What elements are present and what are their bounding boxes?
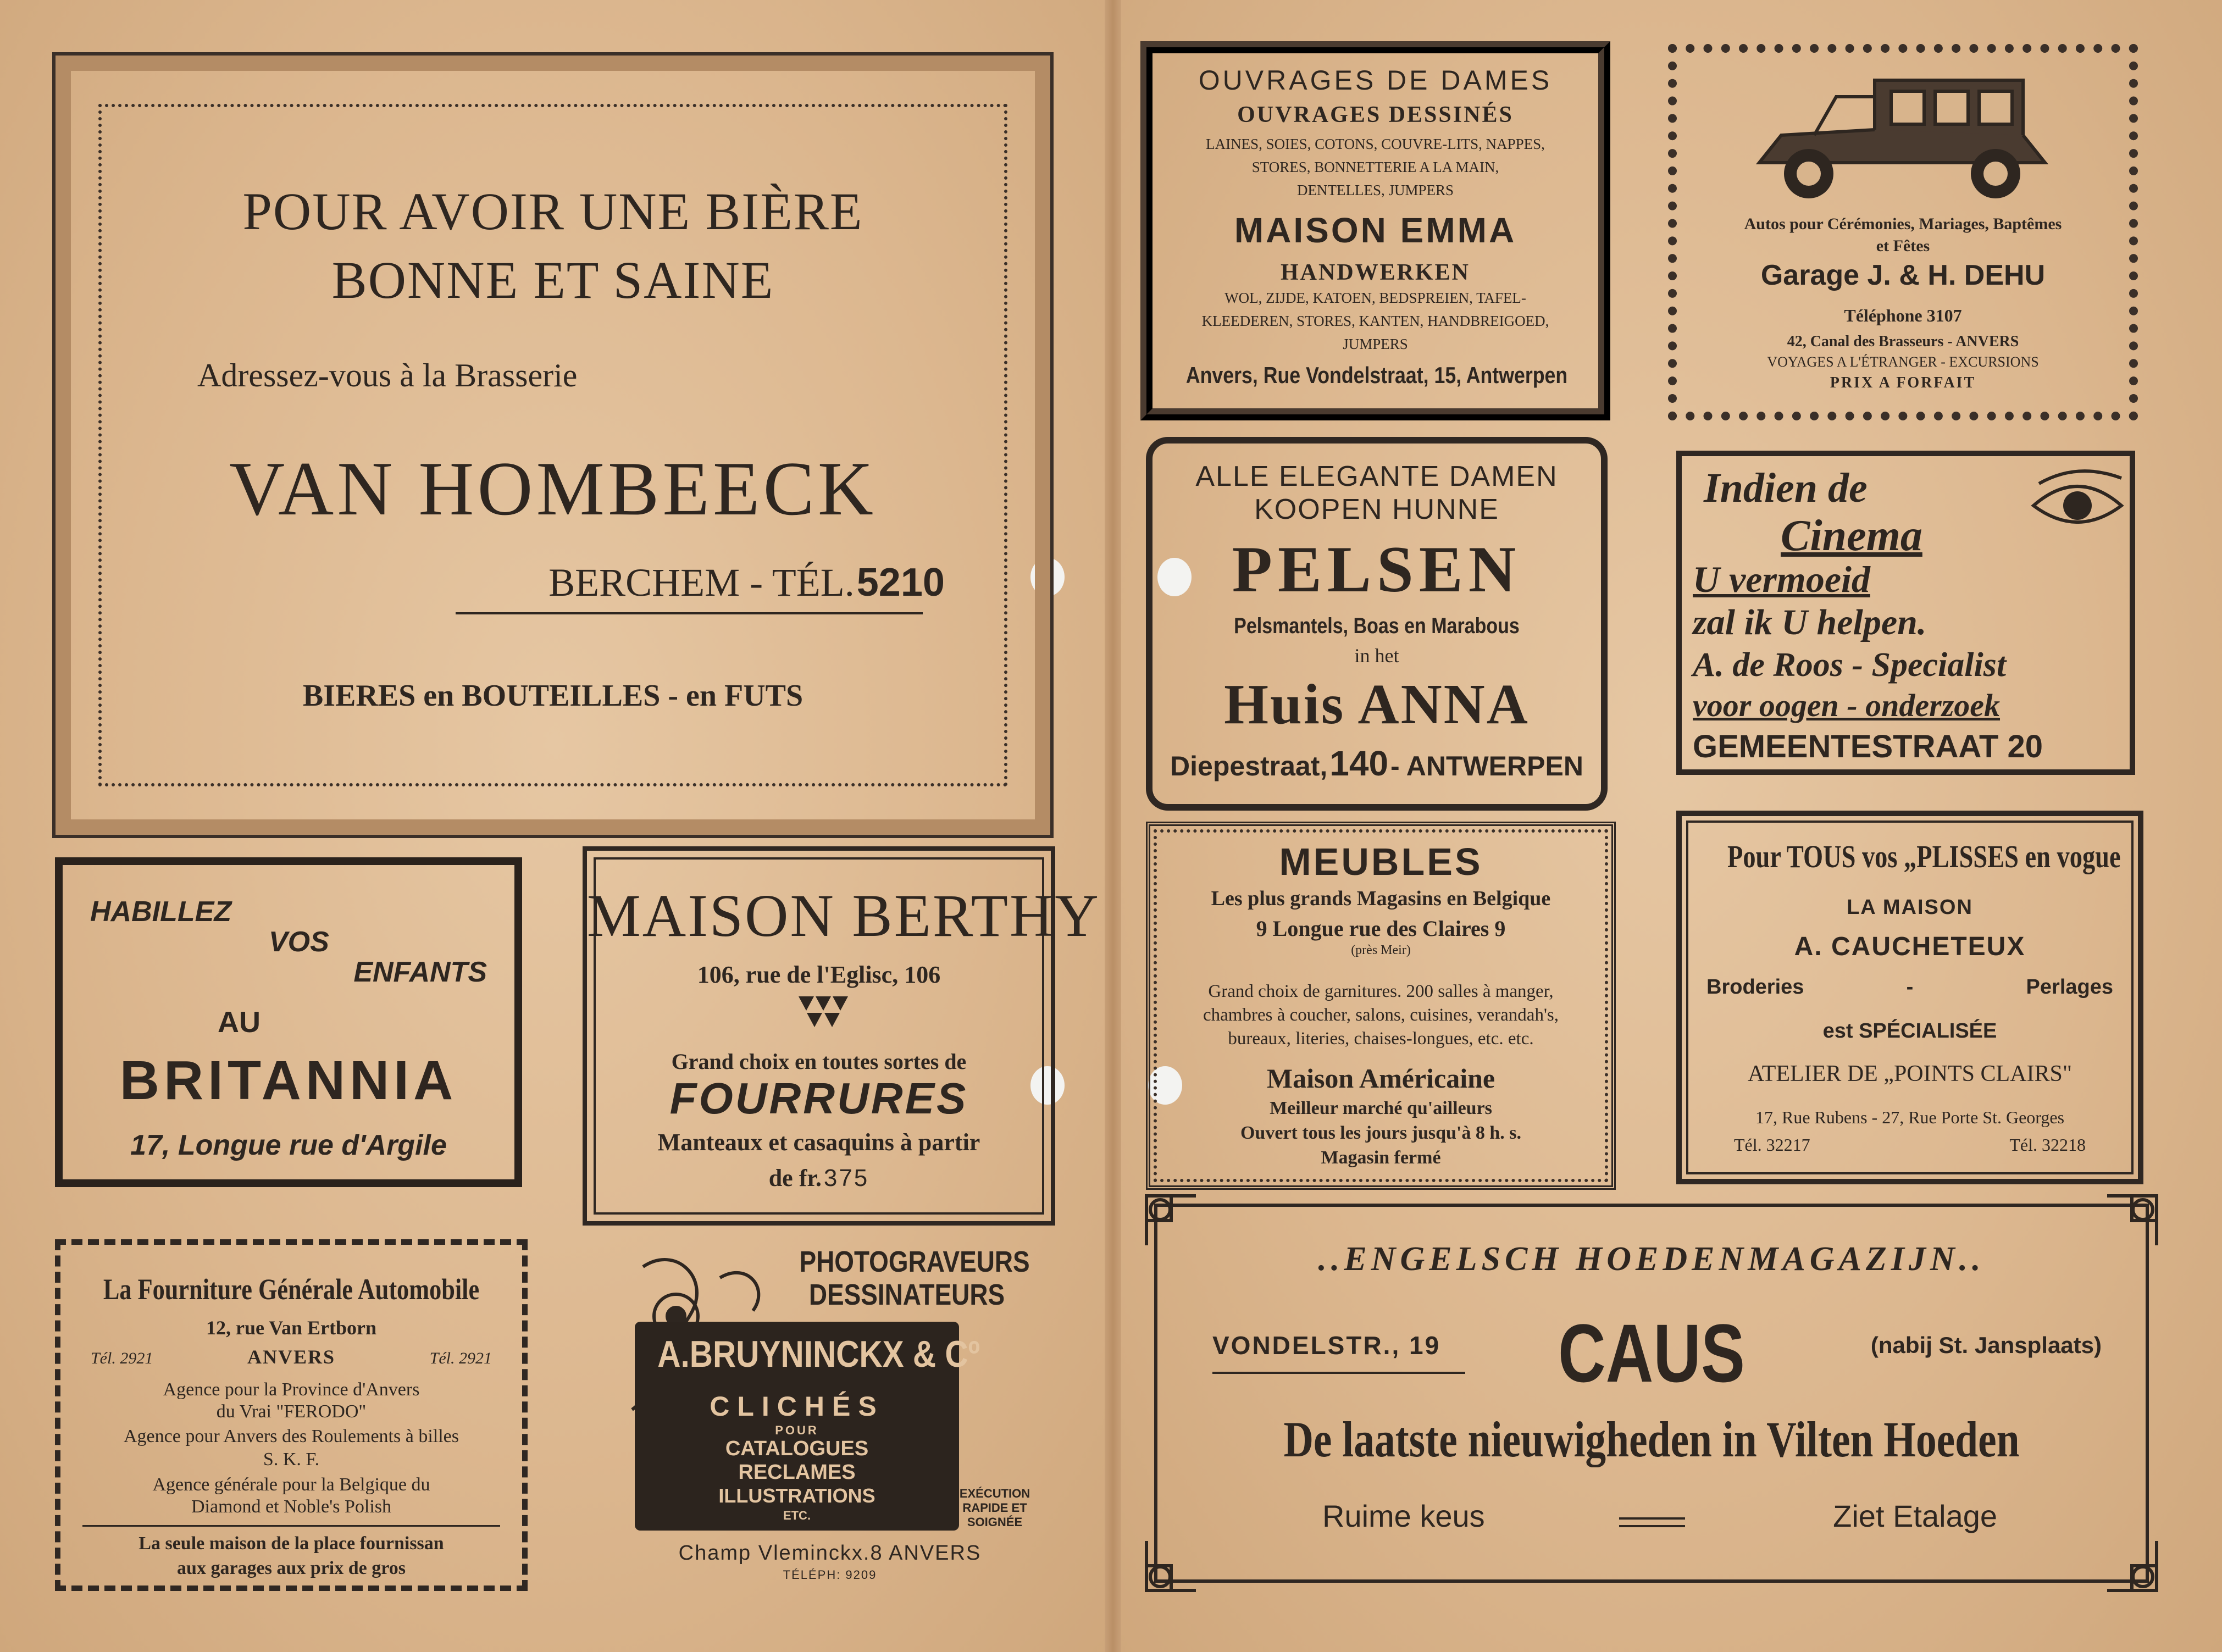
line-1: Les plus grands Magasins en Belgique — [1211, 887, 1551, 910]
street-name: Diepestraat, — [1170, 751, 1328, 781]
price-label: de fr. — [768, 1165, 822, 1191]
wide-choice: Ruime keus — [1322, 1499, 1485, 1533]
ad-fourniture-automobile — [55, 1239, 528, 1591]
divider — [82, 1525, 500, 1527]
execution-1: EXÉCUTION — [959, 1487, 1030, 1500]
triangles-ornament — [799, 996, 848, 1029]
street-line — [1152, 743, 1601, 784]
address-line: Adressez-vous à la Brasserie — [197, 357, 578, 393]
tel-left: Tél. 2921 — [91, 1349, 153, 1367]
product-name: PELSEN — [1232, 533, 1522, 606]
line-2: 9 Longue rue des Claires 9 — [1256, 916, 1506, 941]
line-7: GEMEENTESTRAAT 20 — [1693, 729, 2043, 764]
line-4: zal ik U helpen. — [1693, 602, 1927, 642]
store-name: A. CAUCHETEUX — [1794, 932, 2026, 961]
address: 17, Rue Rubens - 27, Rue Porte St. Georges — [1755, 1107, 2065, 1127]
header-1: PHOTOGRAVEURS — [799, 1245, 1030, 1278]
address: Anvers, Rue Vondelstraat, 15, Antwerpen — [1185, 362, 1568, 388]
travel: VOYAGES A L'ÉTRANGER - EXCURSIONS — [1767, 354, 2039, 370]
execution-3: SOIGNÉE — [967, 1515, 1023, 1529]
store-address: 106, rue de l'Eglisc, 106 — [697, 961, 941, 988]
cliches-label: CLICHÉS — [710, 1391, 884, 1422]
city: ANVERS — [247, 1346, 336, 1368]
line-3: (près Meir) — [1351, 943, 1411, 957]
la-maison: LA MAISON — [1847, 896, 1973, 919]
company-address: Champ Vleminckx.8 ANVERS — [678, 1542, 982, 1565]
headline-1: POUR AVOIR UNE BIÈRE — [242, 182, 863, 241]
store-name: MAISON EMMA — [1234, 210, 1517, 250]
shop-title: ..ENGELSCH HOEDENMAGAZIJN.. — [1318, 1240, 1985, 1278]
price: PRIX A FORFAIT — [1830, 374, 1976, 391]
street: VONDELSTR., 19 — [1212, 1331, 1441, 1360]
line-1: Indien de — [1704, 465, 1868, 511]
price-value: 375 — [823, 1165, 869, 1191]
ad-bruyninckx — [627, 1245, 1033, 1588]
store-address: 17, Longue rue d'Argile — [130, 1129, 447, 1161]
title: MEUBLES — [1279, 840, 1483, 883]
line-5: A. de Roos - Specialist — [1693, 646, 2007, 684]
address: 42, Canal des Brasseurs - ANVERS — [1787, 333, 2019, 350]
company-address: 12, rue Van Ertborn — [206, 1317, 377, 1339]
etc-label: ETC. — [783, 1509, 811, 1522]
town-phone — [458, 560, 1035, 606]
agency-1a: Agence pour la Province d'Anvers — [163, 1379, 420, 1400]
ad-maison-berthy — [583, 846, 1100, 1226]
title: OUVRAGES DE DAMES — [1198, 65, 1553, 96]
line-habillez: HABILLEZ — [90, 896, 232, 928]
nl-line-2: KLEEDEREN, STORES, KANTEN, HANDBREIGOED, — [1201, 313, 1549, 329]
item-reclames: RECLAMES — [738, 1461, 856, 1484]
company-name: A.BRUYNINCKX & Cº — [657, 1333, 980, 1375]
line-4: Meilleur marché qu'ailleurs — [1270, 1098, 1492, 1118]
desc-2: chambres à coucher, salons, cuisines, verandah's, — [1203, 1005, 1559, 1025]
pour-label: POUR — [775, 1423, 819, 1437]
line-6: voor oogen - onderzoek — [1693, 688, 2001, 723]
perlages: Perlages — [2026, 975, 2113, 999]
line-au: AU — [218, 1006, 261, 1039]
line-3: Pelsmantels, Boas en Marabous — [1234, 614, 1520, 638]
line-coats: Manteaux et casaquins à partir — [657, 1129, 980, 1156]
car-illustration — [1748, 75, 2056, 201]
line-5: Ouvert tous les jours jusqu'à 8 h. s. — [1240, 1123, 1521, 1143]
corner-ornament — [2102, 1535, 2162, 1596]
item-catalogues: CATALOGUES — [725, 1437, 869, 1460]
agency-1b: du Vrai "FERODO" — [216, 1401, 367, 1422]
center-fold — [1105, 0, 1121, 1652]
footer-1: La seule maison de la place fournissan — [138, 1533, 444, 1554]
street-number: 140 — [1329, 744, 1389, 783]
line-2: KOOPEN HUNNE — [1254, 494, 1499, 525]
see-window: Ziet Etalage — [1833, 1499, 1997, 1533]
company-phone: TÉLÉPH: 9209 — [783, 1568, 877, 1582]
ad-caucheteux — [1676, 811, 2143, 1184]
specialised: est SPÉCIALISÉE — [1822, 1019, 1997, 1043]
shop-name: CAUS — [1558, 1307, 1746, 1399]
ad-maison-emma — [1140, 41, 1610, 420]
broderies: Broderies — [1706, 975, 1804, 999]
item-illustrations: ILLUSTRATIONS — [718, 1484, 875, 1507]
city: - ANTWERPEN — [1390, 751, 1583, 781]
store-name: Maison Américaine — [1266, 1063, 1495, 1094]
subtitle: OUVRAGES DESSINÉS — [1237, 102, 1514, 127]
dash: - — [1906, 975, 1914, 999]
header-2: DESSINATEURS — [808, 1278, 1005, 1311]
fr-line-1: LAINES, SOIES, COTONS, COUVRE-LITS, NAPPES, — [1206, 136, 1545, 152]
ad-caus — [1154, 1204, 2149, 1583]
execution-2: RAPIDE ET — [962, 1501, 1027, 1515]
nl-line-3: JUMPERS — [1343, 336, 1408, 352]
desc-3: bureaux, literies, chaises-longues, etc. etc. — [1228, 1029, 1534, 1049]
store-name: BRITANNIA — [119, 1050, 458, 1111]
headline: Pour TOUS vos „PLISSES en vogue — [1727, 839, 2121, 874]
line-2: Cinema — [1781, 512, 1922, 560]
product-name: FOURRURES — [669, 1074, 968, 1123]
agency-3b: Diamond et Noble's Polish — [191, 1496, 392, 1517]
ad-meubles — [1146, 822, 1616, 1190]
line-6: Magasin fermé — [1321, 1147, 1441, 1168]
town-label: BERCHEM - TÉL. — [548, 561, 855, 605]
underline — [456, 612, 923, 614]
line-fetes: et Fêtes — [1876, 237, 1930, 255]
house-name: Huis ANNA — [1224, 673, 1530, 736]
phone: Téléphone 3107 — [1844, 306, 1962, 325]
company-name: La Fourniture Générale Automobile — [103, 1273, 480, 1306]
store-name: MAISON BERTHY — [587, 882, 1100, 949]
agency-2b: S. K. F. — [263, 1449, 320, 1470]
tel-right: Tél. 32218 — [2009, 1135, 2086, 1155]
agency-2a: Agence pour Anvers des Roulements à billes — [124, 1426, 459, 1446]
line-vos: VOS — [269, 926, 329, 958]
fr-line-3: DENTELLES, JUMPERS — [1296, 182, 1454, 198]
ad-van-hombeeck — [52, 52, 1054, 838]
tel-right: Tél. 2921 — [429, 1349, 492, 1367]
ad-pelsen — [1146, 437, 1608, 811]
fr-line-2: STORES, BONNETTERIE A LA MAIN, — [1251, 159, 1499, 175]
line-1: ALLE ELEGANTE DAMEN — [1195, 461, 1558, 492]
brewery-name: VAN HOMBEECK — [229, 446, 877, 531]
headline-2: BONNE ET SAINE — [331, 251, 774, 309]
location: (nabij St. Jansplaats) — [1870, 1332, 2102, 1358]
ad-britannia — [55, 857, 522, 1187]
line-3: U vermoeid — [1693, 558, 1870, 600]
price-line — [587, 1164, 1051, 1192]
nl-title: HANDWERKEN — [1280, 260, 1471, 285]
slogan: De laatste nieuwigheden in Vilten Hoeden — [1283, 1411, 2020, 1467]
desc-1: Grand choix de garnitures. 200 salles à manger, — [1208, 982, 1554, 1001]
agency-3a: Agence générale pour la Belgique du — [152, 1474, 430, 1495]
footer-2: aux garages aux prix de gros — [177, 1558, 406, 1578]
line-choice: Grand choix en toutes sortes de — [671, 1049, 967, 1074]
line-ceremonies: Autos pour Cérémonies, Mariages, Baptêmes — [1744, 215, 2062, 233]
ad-cinema-optician — [1676, 451, 2135, 775]
corner-ornament — [1141, 1535, 1201, 1596]
garage-name: Garage J. & H. DEHU — [1760, 259, 2046, 291]
footer-text: BIERES en BOUTEILLES - en FUTS — [302, 679, 804, 713]
phone-number: 5210 — [856, 561, 945, 605]
ad-garage-dehu — [1668, 44, 2138, 420]
atelier: ATELIER DE „POINTS CLAIRS" — [1748, 1061, 2072, 1086]
line-enfants: ENFANTS — [353, 956, 487, 988]
tel-left: Tél. 32217 — [1734, 1135, 1810, 1155]
nl-line-1: WOL, ZIJDE, KATOEN, BEDSPREIEN, TAFEL- — [1224, 290, 1526, 306]
line-4: in het — [1354, 645, 1399, 667]
